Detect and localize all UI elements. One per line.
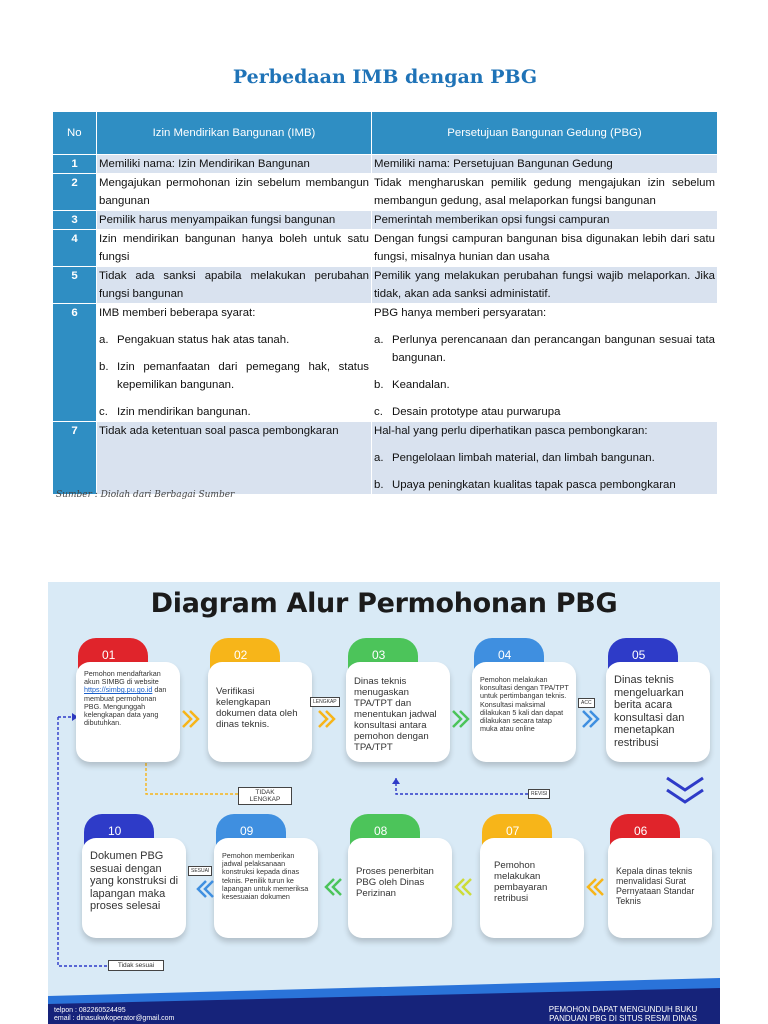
- item-label: a.: [374, 451, 384, 464]
- list-item: [374, 476, 715, 494]
- step-card: Kepala dinas teknis menvalidasi Surat Pernyataan Standar Teknis: [608, 838, 712, 938]
- imb-cell: Izin mendirikan bangunan hanya boleh untuk satu fungsi: [97, 229, 372, 266]
- item-text: Pengakuan status hak atas tanah.: [117, 333, 290, 346]
- list-item: [99, 403, 369, 421]
- item-text: Pengelolaan limbah material, dan limbah bangunan.: [392, 451, 655, 464]
- item-text: Keandalan.: [392, 378, 450, 391]
- pbg-post-demolition-lead: Hal-hal yang perlu diperhatikan pasca pembongkaran:: [374, 424, 648, 437]
- pbg-cell: Pemerintah memberikan opsi fungsi campuran: [372, 210, 718, 229]
- connector-revisi: [396, 778, 528, 794]
- simbg-link[interactable]: https://simbg.pu.go.id: [84, 685, 153, 695]
- step-text: Pemohon mendaftarkan akun SIMBG di website: [84, 669, 161, 687]
- chevron-left-icon: [584, 876, 606, 898]
- list-item: [99, 358, 369, 394]
- step-number-tab: 02: [210, 638, 280, 674]
- item-text: Izin pemanfaatan dari pemegang hak, status kepemilikan bangunan.: [117, 360, 369, 391]
- list-item: [374, 331, 715, 367]
- step-number-tab: 10: [84, 814, 154, 850]
- step-number-tab: 08: [350, 814, 420, 850]
- item-label: c.: [374, 405, 383, 418]
- step-card: [76, 662, 180, 762]
- pbg-cell: Pemilik yang melakukan perubahan fungsi wajib melaporkan. Jika tidak, akan ada sanksi administatif.: [372, 266, 718, 303]
- table-row: [53, 173, 718, 210]
- imb-cell: Mengajukan permohonan izin sebelum membangun bangunan: [97, 173, 372, 210]
- tag-tidak-sesuai: Tidak sesuai: [108, 960, 164, 971]
- item-label: b.: [374, 478, 384, 491]
- pbg-cell: [372, 421, 718, 494]
- chevron-left-icon: [322, 876, 344, 898]
- tag-acc: ACC: [578, 698, 595, 708]
- item-text: Perlunya perencanaan dan perancangan bangunan sesuai tata bangunan.: [392, 333, 715, 364]
- table-row: [53, 210, 718, 229]
- chevron-right-icon: [316, 708, 338, 730]
- chevron-left-icon: [194, 878, 216, 900]
- list-item: [374, 376, 715, 394]
- row-number: 4: [53, 229, 97, 266]
- table-row: [53, 154, 718, 173]
- step-number-tab: 03: [348, 638, 418, 674]
- row-number: 2: [53, 173, 97, 210]
- footer-phone: telpon : 082260524495: [54, 1007, 126, 1014]
- chevron-right-icon: [180, 708, 202, 730]
- footer-email: email : dinasukwkoperator@gmail.com: [54, 1015, 175, 1022]
- step-card: Dokumen PBG sesuai dengan yang konstruksi di lapangan maka proses selesai: [82, 838, 186, 938]
- table-row: [53, 303, 718, 421]
- pbg-cell: Tidak mengharuskan pemilik gedung mengajukan izin sebelum membangun gedung, asal melaporkan fungsi bangunan: [372, 173, 718, 210]
- header-no: No: [53, 112, 97, 154]
- tag-lengkap: LENGKAP: [310, 697, 340, 707]
- comparison-section: [52, 56, 718, 512]
- diagram-title: Diagram Alur Permohonan PBG: [150, 588, 618, 619]
- item-label: c.: [99, 405, 108, 418]
- imb-cell: Tidak ada ketentuan soal pasca pembongkaran: [97, 421, 372, 494]
- step-text: dan membuat permohonan PBG. Mengunggah kelengkapan data yang dibutuhkan.: [84, 685, 167, 728]
- table-row: [53, 229, 718, 266]
- step-card: Dinas teknis menugaskan TPA/TPT dan menentukan jadwal konsultasi antara pemohon dengan TPA/TPT: [346, 662, 450, 762]
- imb-cell: [97, 303, 372, 421]
- table-row: [53, 266, 718, 303]
- step-card: Verifikasi kelengkapan dokumen data oleh dinas teknis.: [208, 662, 312, 762]
- list-item: [374, 403, 715, 421]
- comparison-table: [52, 112, 718, 495]
- chevron-down-icon: [663, 774, 707, 808]
- connector-tidak-lengkap: [146, 758, 238, 794]
- step-card: Proses penerbitan PBG oleh Dinas Perizinan: [348, 838, 452, 938]
- imb-cell: Tidak ada sanksi apabila melakukan perubahan fungsi bangunan: [97, 266, 372, 303]
- step-card: Pemohon memberikan jadwal pelaksanaan konstruksi kepada dinas teknis. Penilik turun ke lapangan untuk memeriksa kesesuaian dokumen: [214, 838, 318, 938]
- item-label: a.: [374, 333, 384, 346]
- list-item: [99, 331, 369, 349]
- item-text: Upaya peningkatan kualitas tapak pasca pembongkaran: [392, 478, 676, 491]
- pbg-cell: Memiliki nama: Persetujuan Bangunan Gedung: [372, 154, 718, 173]
- item-text: Izin mendirikan bangunan.: [117, 405, 251, 418]
- table-title: Perbedaan IMB dengan PBG: [232, 66, 538, 88]
- item-label: b.: [374, 378, 384, 391]
- pbg-requirements-lead: PBG hanya memberi persyaratan:: [374, 306, 547, 319]
- pbg-cell: Dengan fungsi campuran bangunan bisa digunakan lebih dari satu fungsi, misalnya hunian dan usaha: [372, 229, 718, 266]
- flow-diagram: [48, 582, 720, 1024]
- imb-cell: Pemilik harus menyampaikan fungsi bangunan: [97, 210, 372, 229]
- step-number-tab: 05: [608, 638, 678, 674]
- row-number: 3: [53, 210, 97, 229]
- step-number-tab: 09: [216, 814, 286, 850]
- imb-cell: Memiliki nama: Izin Mendirikan Bangunan: [97, 154, 372, 173]
- step-number-tab: 06: [610, 814, 680, 850]
- arrowhead-icon: [392, 778, 400, 784]
- item-label: a.: [99, 333, 109, 346]
- item-text: Desain prototype atau purwarupa: [392, 405, 561, 418]
- step-number-tab: 07: [482, 814, 552, 850]
- step-card: Pemohon melakukan konsultasi dengan TPA/TPT untuk pertimbangan teknis. Konsultasi maksimal dilakukan 5 kali dan dapat dilakukan secara tatap muka atau online: [472, 662, 576, 762]
- pbg-cell: [372, 303, 718, 421]
- row-number: 1: [53, 154, 97, 173]
- table-row: [53, 421, 718, 494]
- chevron-left-icon: [452, 876, 474, 898]
- tag-sesuai: SESUAI: [188, 866, 212, 876]
- step-number-tab: 04: [474, 638, 544, 674]
- tag-tidak-lengkap: TIDAK LENGKAP: [238, 787, 292, 805]
- footer-cta: PEMOHON DAPAT MENGUNDUH BUKU PANDUAN PBG DI SITUS RESMI DINAS: [548, 1005, 698, 1023]
- row-number: 7: [53, 421, 97, 494]
- footer-contact: [54, 1007, 174, 1023]
- row-number: 5: [53, 266, 97, 303]
- table-header-row: [53, 112, 718, 154]
- chevron-right-icon: [450, 708, 472, 730]
- row-number: 6: [53, 303, 97, 421]
- list-item: [374, 449, 715, 467]
- source-note: Sumber : Diolah dari Berbagai Sumber: [56, 490, 235, 500]
- step-card: Dinas teknis mengeluarkan berita acara konsultasi dan menetapkan restribusi: [606, 662, 710, 762]
- chevron-right-icon: [580, 708, 602, 730]
- imb-requirements-lead: IMB memberi beberapa syarat:: [99, 306, 256, 319]
- header-imb: Izin Mendirikan Bangunan (IMB): [97, 112, 372, 154]
- step-card: Pemohon melakukan pembayaran retribusi: [480, 838, 584, 938]
- tag-revisi: REVISI: [528, 789, 550, 799]
- step-number-tab: 01: [78, 638, 148, 674]
- header-pbg: Persetujuan Bangunan Gedung (PBG): [372, 112, 718, 154]
- item-label: b.: [99, 360, 109, 373]
